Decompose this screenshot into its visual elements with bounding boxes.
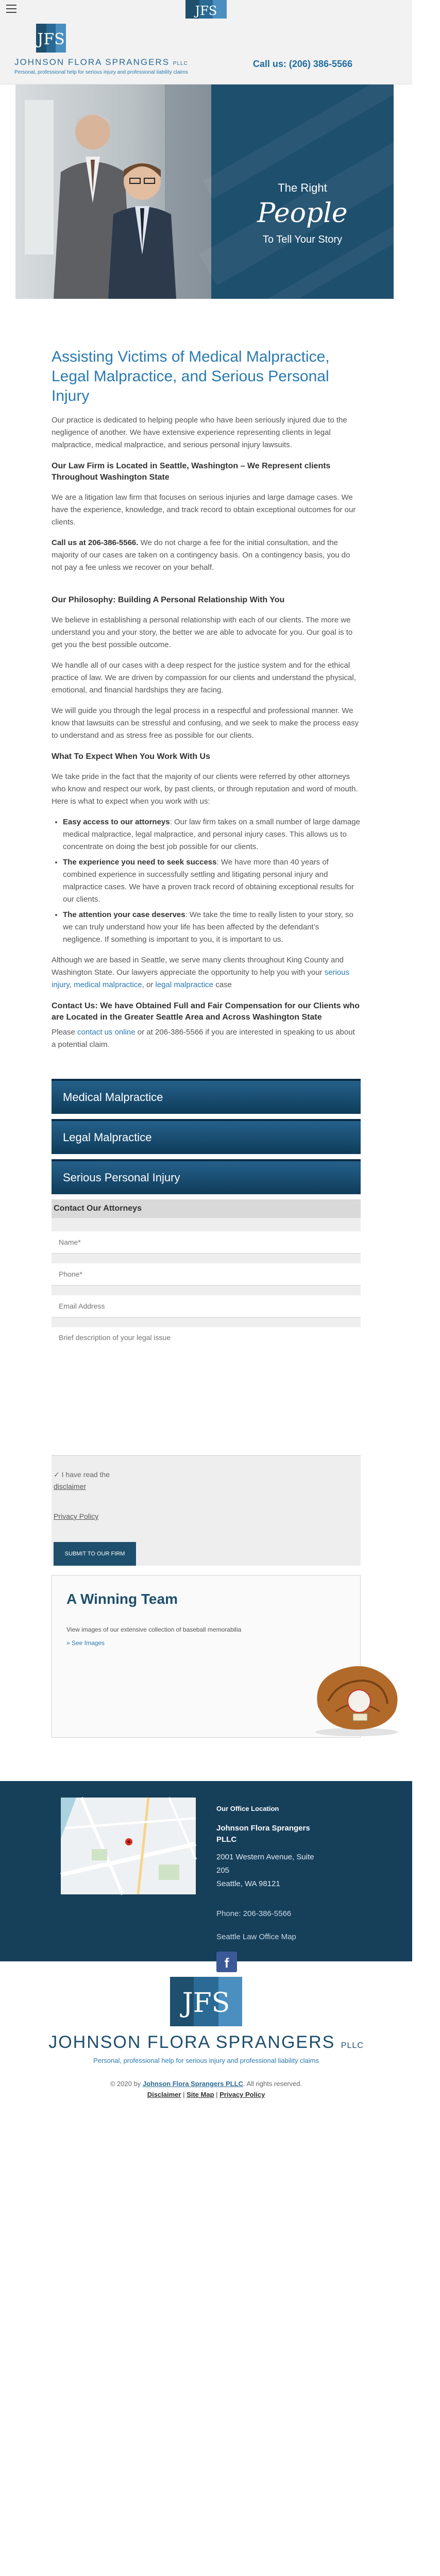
contact-text-2: or at 206-386-5566 if you are interested in speaking to us about a potential claim.: [52, 1028, 355, 1049]
practice-area-medical-malpractice[interactable]: Medical Malpractice: [52, 1079, 361, 1114]
hero-line-1: The Right: [278, 181, 327, 194]
philosophy-paragraph-2: We handle all of our cases with a deep respect for the justice system and for the ethical practice of law. We are driven by compassion for our clients and understand the physical, emotional, and financial hardships they are facing.: [52, 661, 356, 694]
list-item: [63, 816, 361, 853]
checkmark-icon[interactable]: ✓: [54, 1470, 60, 1479]
firm-tagline: Personal, professional help for serious injury and professional liability claims: [14, 70, 188, 75]
contact-form-title: Contact Our Attorneys: [52, 1199, 361, 1218]
bullet-lead: The experience you need to seek success: [63, 858, 217, 867]
bottom-tagline: Personal, professional help for serious injury and professional liability claims: [93, 2057, 319, 2064]
firm-suffix: PLLC: [173, 61, 188, 66]
office-phone[interactable]: Phone: 206-386-5566: [216, 1909, 292, 1918]
expect-paragraph: We take pride in the fact that the majority of our clients were referred by other attorneys who know and respect our work, by past clients, or through reputation and word of mouth. Here is what to expect when you work with us:: [52, 772, 358, 806]
office-firm-line-1: Johnson Flora Sprangers: [216, 1824, 310, 1833]
philosophy-paragraph-3: We will guide you through the legal process in a respectful and professional manner. We know that lawsuits can be stressful and confusing, and we seek to make the process easy to understand and as stress free as possible for our clients.: [52, 706, 359, 740]
bullet-lead: Easy access to our attorneys: [63, 818, 170, 826]
attorneys-photo: [15, 84, 211, 299]
topbar-logo-text: JFS: [195, 4, 217, 18]
submit-button[interactable]: SUBMIT TO OUR FIRM: [54, 1542, 136, 1566]
privacy-footer-link[interactable]: Privacy Policy: [219, 2091, 265, 2098]
site-map-link[interactable]: Site Map: [187, 2091, 214, 2098]
hero-banner: [0, 84, 412, 299]
contact-paragraph: [52, 1026, 361, 1051]
office-label: Our Office Location: [216, 1805, 279, 1812]
header-phone[interactable]: Call us: (206) 386-5566: [252, 59, 352, 69]
top-bar: [0, 0, 412, 19]
bullet-lead: The attention your case deserves: [63, 910, 185, 919]
address-line-3: Seattle, WA 98121: [216, 1879, 280, 1888]
expect-heading: What To Expect When You Work With Us: [52, 752, 211, 761]
see-images-link[interactable]: » See Images: [66, 1639, 105, 1647]
contact-text-1: Please: [52, 1028, 78, 1037]
bottom-logo[interactable]: [170, 1977, 242, 2026]
facebook-icon[interactable]: f: [216, 1952, 237, 1972]
site-footer: [0, 1781, 412, 1971]
name-input[interactable]: [52, 1231, 361, 1254]
bottom-firm-suffix: PLLC: [341, 2041, 364, 2050]
office-map-link[interactable]: Seattle Law Office Map: [216, 1933, 296, 1941]
intro-paragraph: Our practice is dedicated to helping people who have been seriously injured due to the negligence of another. We have extensive experience representing clients in legal malpractice, medical malpractice, and serious personal injury lawsuits.: [52, 416, 347, 449]
description-textarea[interactable]: [52, 1327, 361, 1456]
team-description: View images of our extensive collection of baseball memorabilia: [66, 1626, 242, 1633]
hero-line-3: To Tell Your Story: [262, 234, 343, 245]
practice-areas: [52, 1079, 361, 1194]
legal-links: [0, 2091, 412, 2098]
hero-message-panel: [211, 84, 394, 299]
disclaimer-footer-link[interactable]: Disclaimer: [147, 2091, 181, 2098]
firm-location-heading: Our Law Firm is Located in Seattle, Washington – We Represent clients Throughout Washington State: [52, 462, 331, 482]
site-header: [0, 19, 412, 84]
bullet-text: : Our law firm takes on a small number of large damage medical malpractice, legal malpractice, and personal injury cases. This allows us to concentrate on doing the best job possible for our clients.: [63, 818, 360, 851]
phone-input[interactable]: [52, 1263, 361, 1286]
firm-name-text: JOHNSON FLORA SPRANGERS: [14, 57, 170, 67]
topbar-logo[interactable]: [185, 0, 227, 21]
expect-list: [63, 816, 361, 946]
disclaimer-consent[interactable]: [52, 1465, 361, 1490]
list-item: [63, 909, 361, 946]
winning-team-card: [52, 1575, 361, 1738]
call-rest: We do not charge a fee for the initial consultation, and the majority of our cases are taken on a contingency basis. On a contingency basis, you do not pay a fee unless we recover on your behalf.: [52, 538, 350, 572]
philosophy-paragraph-1: We believe in establishing a personal relationship with each of our clients. The more we understand you and your story, the better we are able to advocate for you. Our goal is to get you the best possible outcome.: [52, 616, 353, 649]
office-firm-line-2: PLLC: [216, 1835, 237, 1844]
consent-label: I have read the: [61, 1470, 110, 1479]
firm-paragraph: We are a litigation law firm that focuses on serious injuries and large damage cases. We have the experience, knowledge, and track record to obtain exceptional outcomes for our clients.: [52, 493, 356, 527]
office-map[interactable]: [61, 1798, 196, 1894]
hamburger-icon[interactable]: [6, 5, 16, 13]
practice-area-serious-personal-injury[interactable]: Serious Personal Injury: [52, 1159, 361, 1194]
copyright-suffix: . All rights reserved.: [243, 2080, 302, 2088]
disclaimer-link[interactable]: disclaimer: [54, 1482, 87, 1490]
contact-form: [52, 1199, 361, 1566]
seattle-text-1: Although we are based in Seattle, we serve many clients throughout King County and Washington State. Our lawyers appreciate the opportunity to help you with your: [52, 956, 344, 977]
bullet-text: : We take the time to really listen to your story, so we can truly understand how your life has been affected by the defendant’s negligence. If something is important to you, it is important to us.: [63, 910, 353, 944]
team-title: A Winning Team: [66, 1591, 178, 1607]
copyright-prefix: © 2020 by: [110, 2080, 143, 2088]
baseball-glove-icon: [308, 1660, 405, 1737]
serious-injury-link[interactable]: serious injury: [52, 968, 350, 989]
office-firm: [216, 1823, 314, 1845]
hero-line-2: People: [257, 198, 348, 229]
legal-malpractice-link[interactable]: legal malpractice: [155, 980, 214, 989]
call-lead: Call us at 206-386-5566.: [52, 538, 139, 547]
seattle-text-4: case: [213, 980, 232, 989]
bottom-firm-name: [0, 2032, 412, 2053]
brand-block[interactable]: [14, 24, 236, 75]
separator: |: [214, 2091, 220, 2098]
bullet-text: : We have more than 40 years of combined experience in successfully settling and litigating personal injury and malpractice cases. We have a proven track record of obtaining exceptional results for our clients.: [63, 858, 354, 904]
address-line-1: 2001 Western Avenue, Suite: [216, 1853, 314, 1861]
contact-heading: Contact Us: We have Obtained Full and Fair Compensation for our Clients who are Located in the Greater Seattle Area and Across Washington State: [52, 1002, 360, 1022]
separator: |: [181, 2091, 187, 2098]
bottom-branding: [0, 1961, 412, 2098]
seattle-paragraph: [52, 954, 361, 991]
page-title: Assisting Victims of Medical Malpractice, Legal Malpractice, and Serious Personal Injury: [52, 348, 330, 404]
email-input[interactable]: [52, 1295, 361, 1318]
call-paragraph: [52, 537, 361, 574]
contact-online-link[interactable]: contact us online: [77, 1028, 136, 1037]
office-address: [216, 1851, 314, 1891]
philosophy-heading: Our Philosophy: Building A Personal Relationship With You: [52, 596, 285, 604]
main-content: [0, 347, 412, 1194]
seattle-text-2: ,: [69, 980, 74, 989]
firm-name: [14, 57, 236, 67]
medical-malpractice-link[interactable]: medical malpractice: [74, 980, 142, 989]
list-item: [63, 856, 361, 906]
copyright-firm-link[interactable]: Johnson Flora Sprangers PLLC: [142, 2080, 243, 2088]
bottom-logo-text: JFS: [182, 1988, 230, 2019]
office-info: [216, 1805, 314, 1972]
logo-mark-text: JFS: [37, 30, 65, 48]
privacy-policy-link[interactable]: Privacy Policy: [54, 1512, 99, 1520]
logo-mark: [14, 24, 87, 53]
bottom-firm-name-text: JOHNSON FLORA SPRANGERS: [48, 2032, 335, 2052]
copyright: [0, 2080, 412, 2088]
practice-area-legal-malpractice[interactable]: Legal Malpractice: [52, 1119, 361, 1154]
address-line-2: 205: [216, 1866, 230, 1875]
seattle-text-3: , or: [142, 980, 156, 989]
